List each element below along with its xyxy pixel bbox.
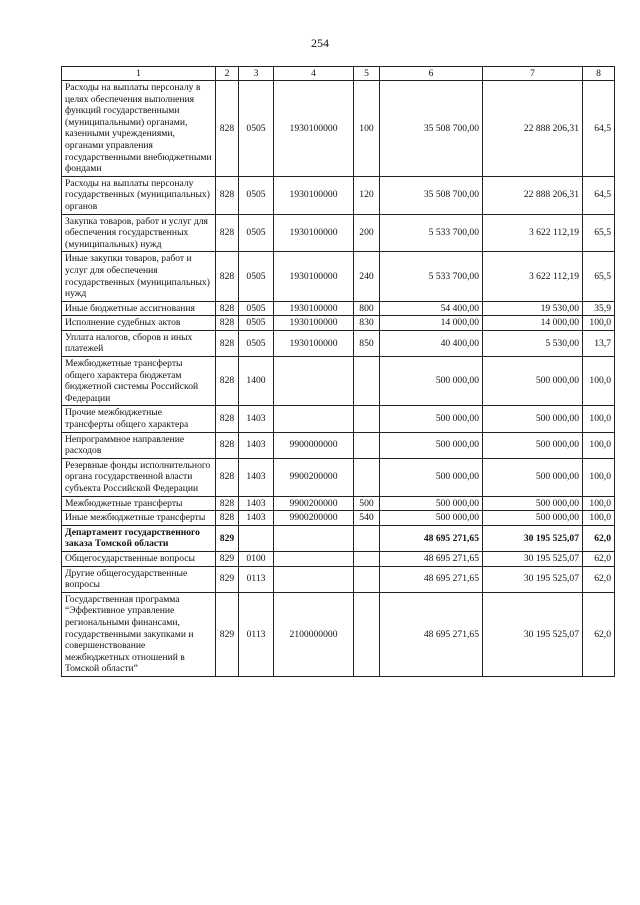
expense-kind-code: 800 bbox=[354, 301, 380, 316]
target-code: 1930100000 bbox=[274, 81, 354, 177]
ministry-code: 828 bbox=[216, 406, 239, 432]
item-name: Уплата налогов, сборов и иных платежей bbox=[62, 330, 216, 356]
item-name: Государственная программа “Эффективное управление региональными финансами, государственными закупками и совершенствование межбюджетных отношений в Томской области” bbox=[62, 592, 216, 676]
table-body bbox=[62, 67, 615, 677]
target-code: 1930100000 bbox=[274, 252, 354, 301]
executed-amount: 30 195 525,07 bbox=[483, 551, 583, 566]
expense-kind-code: 120 bbox=[354, 176, 380, 214]
item-name: Иные межбюджетные трансферты bbox=[62, 511, 216, 526]
planned-amount: 500 000,00 bbox=[380, 496, 483, 511]
execution-percent: 100,0 bbox=[583, 432, 615, 458]
planned-amount: 500 000,00 bbox=[380, 406, 483, 432]
executed-amount: 19 530,00 bbox=[483, 301, 583, 316]
column-number: 4 bbox=[274, 67, 354, 81]
table-row bbox=[62, 176, 615, 214]
table-row bbox=[62, 81, 615, 177]
target-code: 9900200000 bbox=[274, 458, 354, 496]
ministry-code: 828 bbox=[216, 496, 239, 511]
target-code: 1930100000 bbox=[274, 301, 354, 316]
ministry-code: 828 bbox=[216, 214, 239, 252]
execution-percent: 100,0 bbox=[583, 511, 615, 526]
execution-percent: 64,5 bbox=[583, 176, 615, 214]
section-code bbox=[239, 525, 274, 551]
section-code: 1403 bbox=[239, 511, 274, 526]
expense-kind-code bbox=[354, 357, 380, 406]
section-code: 1400 bbox=[239, 357, 274, 406]
target-code: 9900200000 bbox=[274, 496, 354, 511]
item-name: Иные бюджетные ассигнования bbox=[62, 301, 216, 316]
section-code: 0113 bbox=[239, 566, 274, 592]
executed-amount: 14 000,00 bbox=[483, 316, 583, 331]
item-name: Межбюджетные трансферты bbox=[62, 496, 216, 511]
item-name: Общегосударственные вопросы bbox=[62, 551, 216, 566]
planned-amount: 48 695 271,65 bbox=[380, 551, 483, 566]
executed-amount: 500 000,00 bbox=[483, 458, 583, 496]
ministry-code: 828 bbox=[216, 458, 239, 496]
table-row bbox=[62, 301, 615, 316]
ministry-code: 828 bbox=[216, 252, 239, 301]
table-row bbox=[62, 592, 615, 676]
table-row bbox=[62, 566, 615, 592]
section-code: 0113 bbox=[239, 592, 274, 676]
executed-amount: 30 195 525,07 bbox=[483, 592, 583, 676]
item-name: Расходы на выплаты персоналу в целях обеспечения выполнения функций государственными (муниципальными) органами, казенными учреждениями, органами управления государственными внебюджетными фондами bbox=[62, 81, 216, 177]
target-code: 9900200000 bbox=[274, 511, 354, 526]
ministry-code: 828 bbox=[216, 432, 239, 458]
table-row bbox=[62, 458, 615, 496]
target-code: 1930100000 bbox=[274, 214, 354, 252]
ministry-code: 828 bbox=[216, 511, 239, 526]
table-row bbox=[62, 406, 615, 432]
executed-amount: 500 000,00 bbox=[483, 406, 583, 432]
budget-table bbox=[61, 66, 615, 677]
item-name: Иные закупки товаров, работ и услуг для обеспечения государственных (муниципальных) нужд bbox=[62, 252, 216, 301]
expense-kind-code bbox=[354, 458, 380, 496]
item-name: Закупка товаров, работ и услуг для обеспечения государственных (муниципальных) нужд bbox=[62, 214, 216, 252]
section-code: 1403 bbox=[239, 496, 274, 511]
expense-kind-code: 240 bbox=[354, 252, 380, 301]
section-code: 0505 bbox=[239, 316, 274, 331]
ministry-code: 828 bbox=[216, 81, 239, 177]
ministry-code: 829 bbox=[216, 525, 239, 551]
expense-kind-code bbox=[354, 566, 380, 592]
section-code: 0505 bbox=[239, 252, 274, 301]
execution-percent: 100,0 bbox=[583, 357, 615, 406]
table-row bbox=[62, 525, 615, 551]
ministry-code: 828 bbox=[216, 301, 239, 316]
item-name: Другие общегосударственные вопросы bbox=[62, 566, 216, 592]
expense-kind-code bbox=[354, 551, 380, 566]
planned-amount: 40 400,00 bbox=[380, 330, 483, 356]
expense-kind-code bbox=[354, 525, 380, 551]
expense-kind-code: 830 bbox=[354, 316, 380, 331]
table-row bbox=[62, 316, 615, 331]
execution-percent: 62,0 bbox=[583, 551, 615, 566]
executed-amount: 5 530,00 bbox=[483, 330, 583, 356]
column-number: 8 bbox=[583, 67, 615, 81]
executed-amount: 22 888 206,31 bbox=[483, 81, 583, 177]
table-row bbox=[62, 357, 615, 406]
executed-amount: 3 622 112,19 bbox=[483, 214, 583, 252]
column-number: 1 bbox=[62, 67, 216, 81]
planned-amount: 14 000,00 bbox=[380, 316, 483, 331]
expense-kind-code: 200 bbox=[354, 214, 380, 252]
planned-amount: 54 400,00 bbox=[380, 301, 483, 316]
table-row bbox=[62, 511, 615, 526]
table-row bbox=[62, 330, 615, 356]
ministry-code: 829 bbox=[216, 551, 239, 566]
target-code: 9900000000 bbox=[274, 432, 354, 458]
section-code: 1403 bbox=[239, 458, 274, 496]
executed-amount: 30 195 525,07 bbox=[483, 525, 583, 551]
item-name: Исполнение судебных актов bbox=[62, 316, 216, 331]
column-number: 7 bbox=[483, 67, 583, 81]
table-row bbox=[62, 551, 615, 566]
executed-amount: 500 000,00 bbox=[483, 432, 583, 458]
expense-kind-code bbox=[354, 406, 380, 432]
table-row bbox=[62, 252, 615, 301]
expense-kind-code bbox=[354, 432, 380, 458]
execution-percent: 100,0 bbox=[583, 458, 615, 496]
item-name: Департамент государственного заказа Томской области bbox=[62, 525, 216, 551]
ministry-code: 829 bbox=[216, 566, 239, 592]
column-number: 6 bbox=[380, 67, 483, 81]
execution-percent: 65,5 bbox=[583, 214, 615, 252]
expense-kind-code: 540 bbox=[354, 511, 380, 526]
planned-amount: 48 695 271,65 bbox=[380, 566, 483, 592]
planned-amount: 48 695 271,65 bbox=[380, 525, 483, 551]
execution-percent: 100,0 bbox=[583, 496, 615, 511]
section-code: 1403 bbox=[239, 406, 274, 432]
ministry-code: 828 bbox=[216, 330, 239, 356]
expense-kind-code: 500 bbox=[354, 496, 380, 511]
execution-percent: 62,0 bbox=[583, 566, 615, 592]
executed-amount: 3 622 112,19 bbox=[483, 252, 583, 301]
executed-amount: 22 888 206,31 bbox=[483, 176, 583, 214]
planned-amount: 35 508 700,00 bbox=[380, 81, 483, 177]
planned-amount: 500 000,00 bbox=[380, 511, 483, 526]
target-code bbox=[274, 406, 354, 432]
target-code bbox=[274, 525, 354, 551]
target-code: 1930100000 bbox=[274, 176, 354, 214]
execution-percent: 100,0 bbox=[583, 316, 615, 331]
planned-amount: 500 000,00 bbox=[380, 432, 483, 458]
column-number: 5 bbox=[354, 67, 380, 81]
section-code: 0505 bbox=[239, 214, 274, 252]
executed-amount: 500 000,00 bbox=[483, 496, 583, 511]
ministry-code: 828 bbox=[216, 357, 239, 406]
execution-percent: 62,0 bbox=[583, 592, 615, 676]
expense-kind-code: 100 bbox=[354, 81, 380, 177]
ministry-code: 828 bbox=[216, 176, 239, 214]
execution-percent: 13,7 bbox=[583, 330, 615, 356]
executed-amount: 30 195 525,07 bbox=[483, 566, 583, 592]
section-code: 0505 bbox=[239, 330, 274, 356]
section-code: 1403 bbox=[239, 432, 274, 458]
planned-amount: 500 000,00 bbox=[380, 357, 483, 406]
section-code: 0505 bbox=[239, 176, 274, 214]
table-row bbox=[62, 432, 615, 458]
target-code bbox=[274, 566, 354, 592]
expense-kind-code bbox=[354, 592, 380, 676]
page-number: 254 bbox=[311, 36, 329, 50]
item-name: Непрограммное направление расходов bbox=[62, 432, 216, 458]
planned-amount: 5 533 700,00 bbox=[380, 214, 483, 252]
table-row bbox=[62, 496, 615, 511]
expense-kind-code: 850 bbox=[354, 330, 380, 356]
column-number-row bbox=[62, 67, 615, 81]
item-name: Межбюджетные трансферты общего характера бюджетам бюджетной системы Российской Федерации bbox=[62, 357, 216, 406]
item-name: Резервные фонды исполнительного органа государственной власти субъекта Российской Федерации bbox=[62, 458, 216, 496]
target-code bbox=[274, 551, 354, 566]
planned-amount: 5 533 700,00 bbox=[380, 252, 483, 301]
executed-amount: 500 000,00 bbox=[483, 357, 583, 406]
execution-percent: 62,0 bbox=[583, 525, 615, 551]
target-code: 1930100000 bbox=[274, 330, 354, 356]
item-name: Расходы на выплаты персоналу государственных (муниципальных) органов bbox=[62, 176, 216, 214]
target-code: 1930100000 bbox=[274, 316, 354, 331]
planned-amount: 500 000,00 bbox=[380, 458, 483, 496]
section-code: 0505 bbox=[239, 301, 274, 316]
executed-amount: 500 000,00 bbox=[483, 511, 583, 526]
target-code: 2100000000 bbox=[274, 592, 354, 676]
execution-percent: 35,9 bbox=[583, 301, 615, 316]
section-code: 0505 bbox=[239, 81, 274, 177]
planned-amount: 48 695 271,65 bbox=[380, 592, 483, 676]
execution-percent: 100,0 bbox=[583, 406, 615, 432]
column-number: 3 bbox=[239, 67, 274, 81]
execution-percent: 65,5 bbox=[583, 252, 615, 301]
planned-amount: 35 508 700,00 bbox=[380, 176, 483, 214]
ministry-code: 829 bbox=[216, 592, 239, 676]
column-number: 2 bbox=[216, 67, 239, 81]
ministry-code: 828 bbox=[216, 316, 239, 331]
target-code bbox=[274, 357, 354, 406]
item-name: Прочие межбюджетные трансферты общего характера bbox=[62, 406, 216, 432]
execution-percent: 64,5 bbox=[583, 81, 615, 177]
table-row bbox=[62, 214, 615, 252]
section-code: 0100 bbox=[239, 551, 274, 566]
